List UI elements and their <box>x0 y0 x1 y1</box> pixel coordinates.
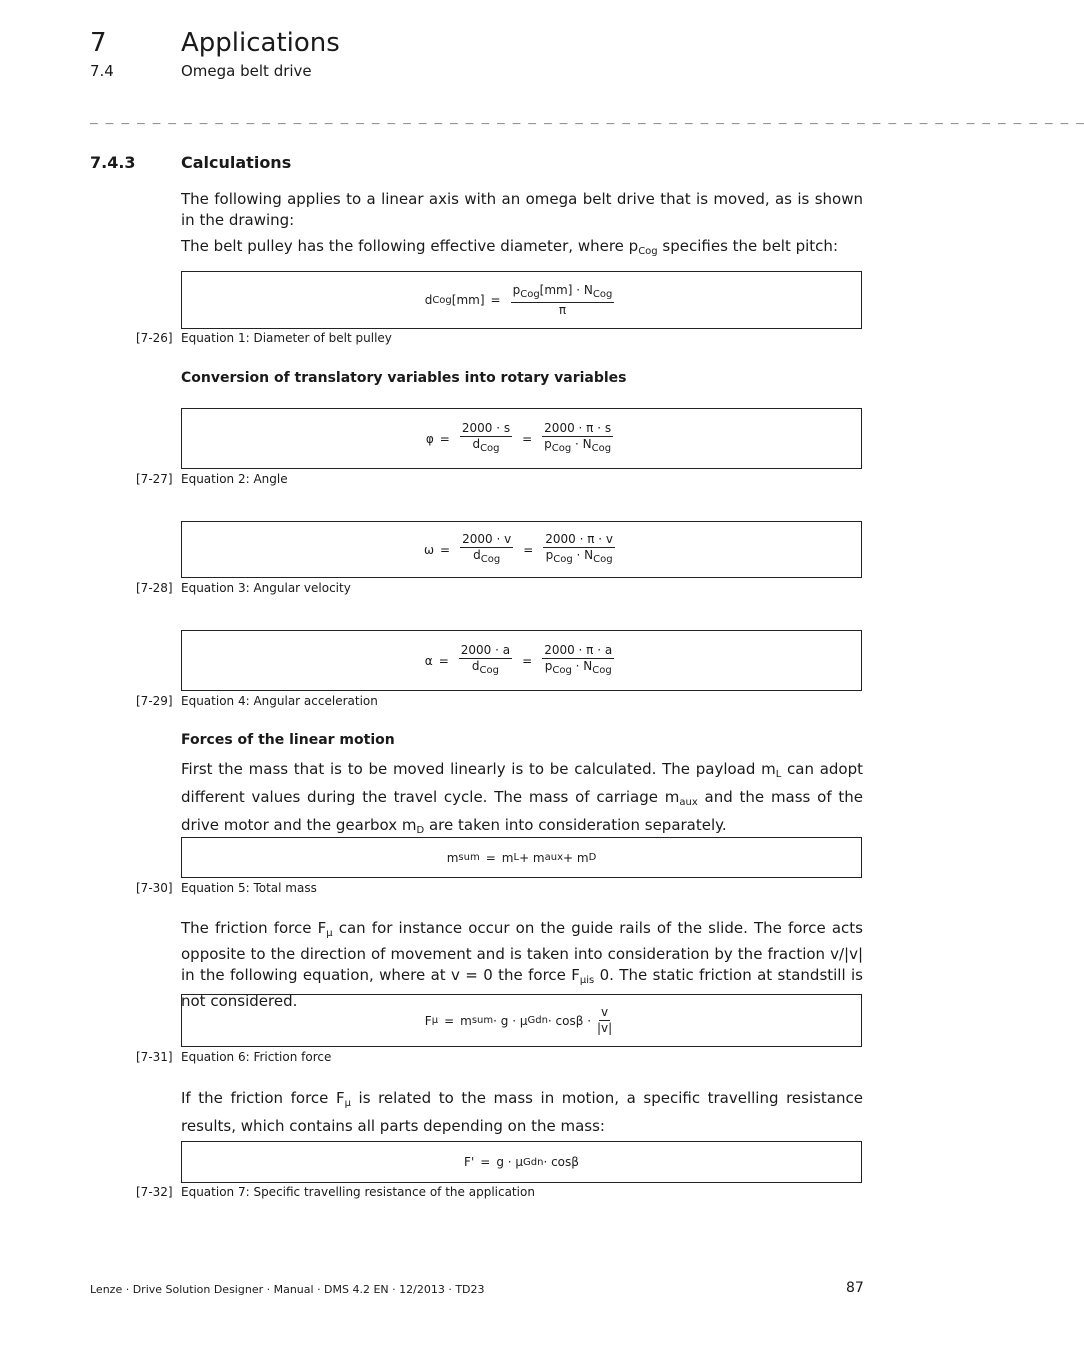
intro-paragraph-1: The following applies to a linear axis with an omega belt drive that is moved, as is shown in the drawing: <box>181 190 863 229</box>
subsection-number: 7.4.3 <box>90 153 136 172</box>
chapter-title: Applications <box>181 28 340 58</box>
equation-7-box: F' = g · μ Gdn · cosβ <box>181 1141 862 1183</box>
section-number: 7.4 <box>90 62 114 80</box>
mass-paragraph: First the mass that is to be moved linearly is to be calculated. The payload $m_L$ can adopt different values during the travel cycle. The mass of carriage $m_{aux}$ and the mass of the drive motor and the gearbox $m_D$ are taken into consideration separately. <box>181 760 864 836</box>
equation-3-number: [7-28] <box>136 581 173 595</box>
equation-5-box: m sum = m L + m aux + m D <box>181 837 862 878</box>
equation-1-caption: Equation 1: Diameter of belt pulley <box>181 331 392 345</box>
equation-6-number: [7-31] <box>136 1050 173 1064</box>
subsection-title: Calculations <box>181 153 292 172</box>
forces-heading: Forces of the linear motion <box>181 732 395 748</box>
chapter-number: 7 <box>90 28 107 58</box>
section-title: Omega belt drive <box>181 62 312 80</box>
page-number: 87 <box>846 1280 864 1296</box>
intro-paragraph-2: The belt pulley has the following effective diameter, where $p_{Cog}$ specifies the belt pitch: <box>181 237 838 257</box>
equation-4-box: α = $\frac{2000 \cdot a}{d_{Cog}}$ = $\frac{2000 \cdot \pi \cdot a}{p_{Cog} \cdot N_{Cog}}$ <box>181 630 862 691</box>
equation-3-caption: Equation 3: Angular velocity <box>181 581 351 595</box>
equation-7-number: [7-32] <box>136 1185 173 1199</box>
resistance-paragraph: If the friction force $F_\mu$ is related to the mass in motion, a specific travelling resistance results, which contains all parts depending on the mass: <box>181 1089 863 1135</box>
equation-2-caption: Equation 2: Angle <box>181 472 288 486</box>
equation-5-number: [7-30] <box>136 881 173 895</box>
equation-1-fraction: $\frac{p_{Cog}[mm] \cdot N_{Cog}}{\pi}$ <box>512 282 613 317</box>
equation-6-caption: Equation 6: Friction force <box>181 1050 332 1064</box>
footer-text: Lenze · Drive Solution Designer · Manual · DMS 4.2 EN · 12/2013 · TD23 <box>90 1283 485 1296</box>
equation-5-caption: Equation 5: Total mass <box>181 881 317 895</box>
equation-4-number: [7-29] <box>136 694 173 708</box>
equation-1-number: [7-26] <box>136 331 173 345</box>
header-rule: _ _ _ _ _ _ _ _ _ _ _ _ _ _ _ _ _ _ _ _ _ _ _ _ _ _ _ _ _ _ _ _ _ _ _ _ _ _ _ _ _ _ _ _ _ _ _ _ _ _ _ _ _ _ _ _ _ _ _ _ _ _ _ _ <box>90 110 1084 125</box>
equation-6-box: F μ = m sum · g · μ Gdn · cosβ · $\frac{v}{|v|}$ <box>181 994 862 1047</box>
equation-2-number: [7-27] <box>136 472 173 486</box>
equation-2-box: φ = $\frac{2000 \cdot s}{d_{Cog}}$ = $\frac{2000 \cdot \pi \cdot s}{p_{Cog} \cdot N_{Cog}}$ <box>181 408 862 469</box>
equation-4-caption: Equation 4: Angular acceleration <box>181 694 378 708</box>
friction-paragraph: The friction force $F_\mu$ can for instance occur on the guide rails of the slide. The force acts opposite to the direction of movement and is taken into consideration by the fraction v/|v| in the following equation, where at v = 0 the force $F_{\mu is}$ 0. The static friction at standstill is not considered. <box>181 919 863 1010</box>
equation-3-box: ω = $\frac{2000 \cdot v}{d_{Cog}}$ = $\frac{2000 \cdot \pi \cdot v}{p_{Cog} \cdot N_{Cog}}$ <box>181 521 862 578</box>
conversion-heading: Conversion of translatory variables into rotary variables <box>181 370 627 386</box>
equation-7-caption: Equation 7: Specific travelling resistance of the application <box>181 1185 535 1199</box>
equation-1-box: d Cog [mm] = $\frac{p_{Cog}[mm] \cdot N_{Cog}}{\pi}$ <box>181 271 862 329</box>
